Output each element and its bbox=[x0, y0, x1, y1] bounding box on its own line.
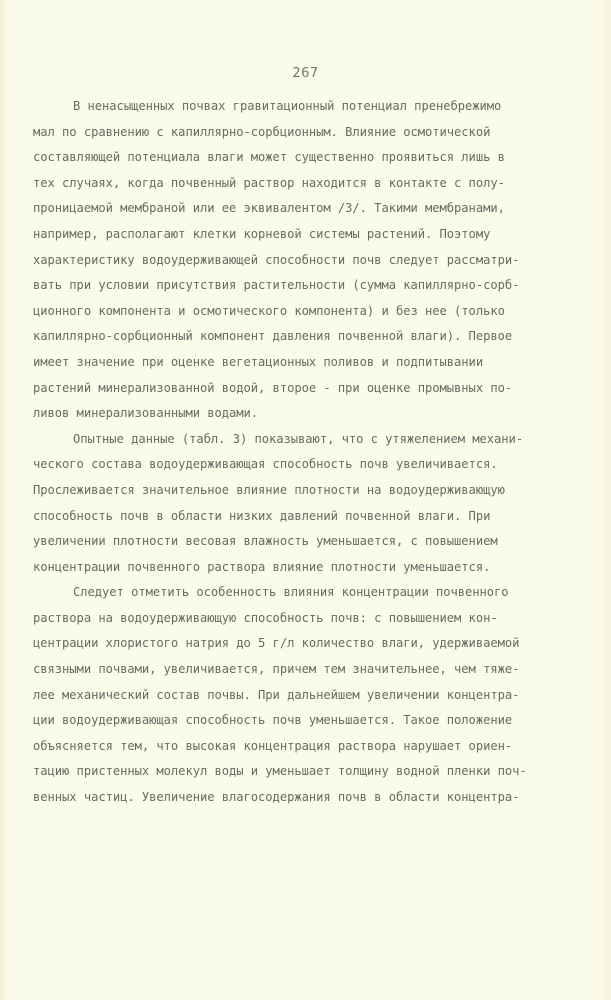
paragraph-1 bbox=[33, 94, 593, 427]
text-line: например, располагают клетки корневой системы растений. Поэтому bbox=[33, 226, 491, 241]
document-body bbox=[33, 94, 593, 811]
text-line: Следует отметить особенность влияния концентрации почвенного bbox=[73, 585, 509, 600]
text-line: раствора на водоудерживающую способность почв: с повышением кон- bbox=[33, 610, 498, 625]
text-line: тацию пристенных молекул воды и уменьшает толщину водной пленки поч- bbox=[33, 764, 527, 779]
text-line: растений минерализованной водой, второе - при оценке промывных по- bbox=[33, 380, 513, 395]
text-line: составляющей потенциала влаги может существенно проявиться лишь в bbox=[33, 150, 505, 165]
text-line: ливов минерализованными водами. bbox=[33, 406, 259, 421]
text-line: характеристику водоудерживающей способности почв следует рассматри- bbox=[33, 252, 520, 267]
text-line: ции водоудерживающая способность почв уменьшается. Такое положение bbox=[33, 713, 513, 728]
page-number: 267 bbox=[292, 66, 319, 81]
text-line: ционного компонента и осмотического компонента) и без нее (только bbox=[33, 303, 505, 318]
text-line: капиллярно-сорбционный компонент давления почвенной влаги). Первое bbox=[33, 329, 513, 344]
text-line: центрации хлористого натрия до 5 г/л количество влаги, удерживаемой bbox=[33, 636, 520, 651]
text-line: В ненасыщенных почвах гравитационный потенциал пренебрежимо bbox=[73, 99, 502, 113]
text-line: связными почвами, увеличивается, причем тем значительнее, чем тяже- bbox=[33, 662, 520, 677]
text-line: тех случаях, когда почвенный раствор находится в контакте с полу- bbox=[33, 175, 505, 190]
text-line: вать при условии присутствия растительности (сумма капиллярно-сорб- bbox=[33, 278, 520, 293]
text-line: Опытные данные (табл. 3) показывают, что с утяжелением механи- bbox=[73, 431, 524, 446]
text-line: венных частиц. Увеличение влагосодержания почв в области концентра- bbox=[33, 790, 520, 805]
text-line: имеет значение при оценке вегетационных поливов и подпитывании bbox=[33, 354, 484, 369]
paragraph-2 bbox=[33, 427, 593, 581]
text-line: проницаемой мембраной или ее эквивалентом /3/. Такими мембранами, bbox=[33, 201, 505, 216]
text-line: ческого состава водоудерживающая способность почв увеличивается. bbox=[33, 457, 498, 472]
text-line: концентрации почвенного раствора влияние плотности уменьшается. bbox=[33, 559, 491, 574]
text-line: мал по сравнению с капиллярно-сорбционным. Влияние осмотической bbox=[33, 124, 491, 139]
text-line: увеличении плотности весовая влажность уменьшается, с повышением bbox=[33, 534, 498, 549]
text-line: Прослеживается значительное влияние плотности на водоудерживающую bbox=[33, 482, 505, 497]
text-line: объясняется тем, что высокая концентрация раствора нарушает ориен- bbox=[33, 738, 513, 753]
text-line: способность почв в области низких давлений почвенной влаги. При bbox=[33, 508, 491, 523]
paragraph-3 bbox=[33, 580, 593, 810]
text-line: лее механический состав почвы. При дальнейшем увеличении концентра- bbox=[33, 687, 520, 702]
